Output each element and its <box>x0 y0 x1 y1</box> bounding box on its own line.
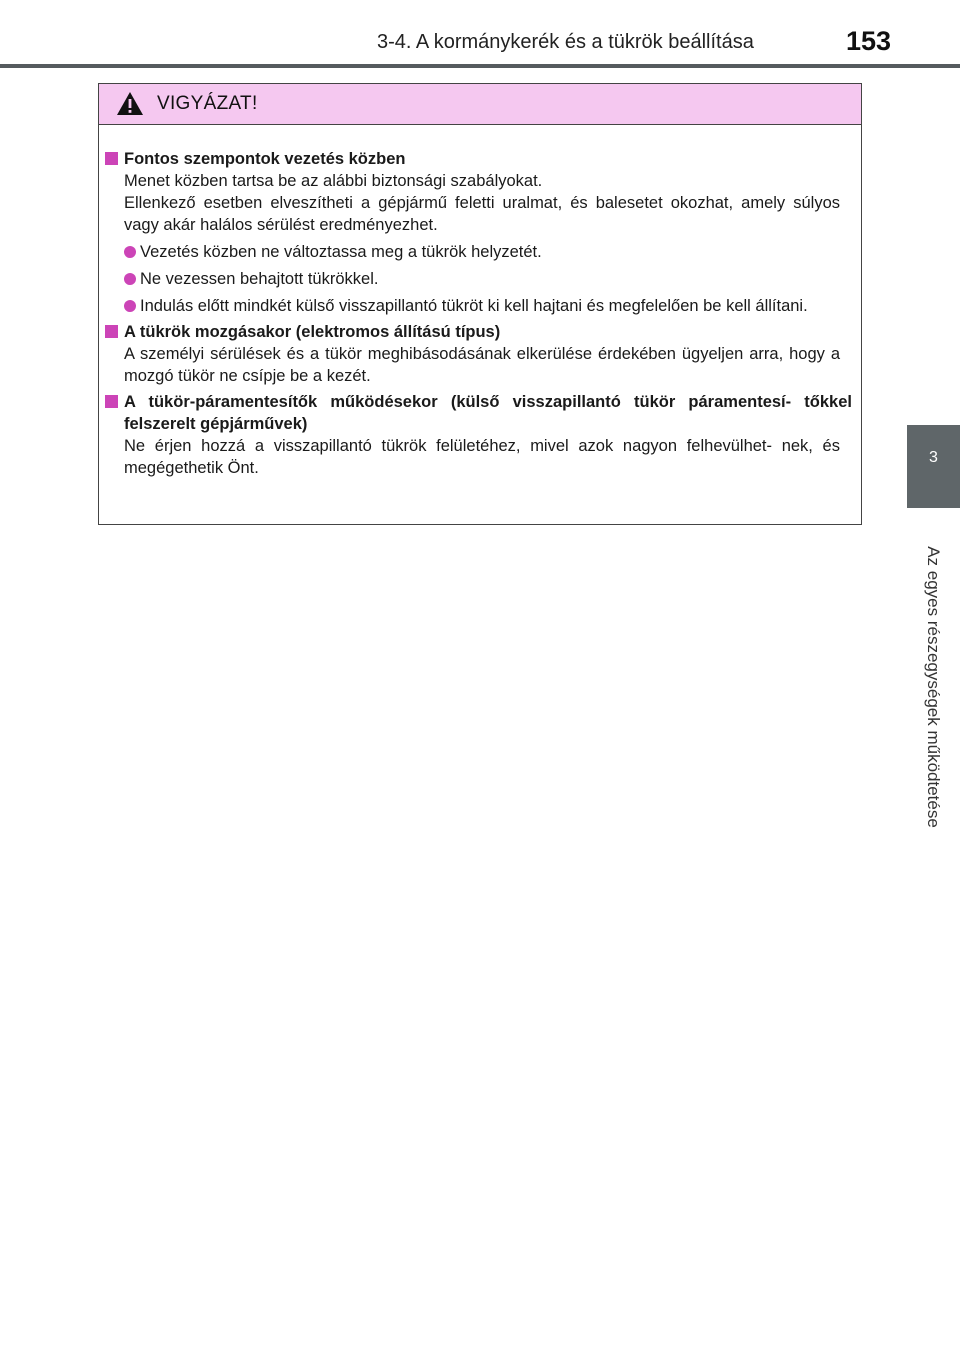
section-square-icon <box>105 395 118 408</box>
section-text: Ne érjen hozzá a visszapillantó tükrök felületéhez, mivel azok nagyon felhevülhet- nek, és megégethetik Önt. <box>124 437 840 477</box>
section-text: Menet közben tartsa be az alábbi biztonsági szabályokat. Ellenkező esetben elveszítheti a gépjármű feletti uralmat, és balesetet okozhat, amely súlyos vagy akár halálos sérülést eredményezhet. <box>124 172 840 234</box>
bullet-text: Ne vezessen behajtott tükrökkel. <box>140 270 379 288</box>
chapter-title: Az egyes részegységek működtetése <box>924 546 943 828</box>
section-heading <box>105 391 852 435</box>
section-heading <box>105 148 852 170</box>
chapter-number: 3 <box>929 449 938 466</box>
bullet-text: Indulás előtt mindkét külső visszapillantó tükröt ki kell hajtani és megfelelően be kell állítani. <box>140 297 808 315</box>
section-mirror-moving <box>105 321 852 387</box>
header-rule <box>0 64 960 68</box>
section-heading-text: A tükrök mozgásakor (elektromos állítású típus) <box>124 323 501 341</box>
section-driving <box>105 148 852 317</box>
chapter-tab[interactable] <box>907 425 960 508</box>
bullet-item <box>124 268 852 290</box>
warning-triangle-icon <box>116 91 144 116</box>
page-number: 153 <box>846 26 892 56</box>
bullet-item <box>124 241 852 263</box>
section-text: A személyi sérülések és a tükör meghibásodásának elkerülése érdekében ügyeljen arra, hogy a mozgó tükör ne csípje be a kezét. <box>124 345 840 385</box>
bullet-dot-icon <box>124 246 136 258</box>
bullet-dot-icon <box>124 273 136 285</box>
section-defogger <box>105 391 852 479</box>
section-square-icon <box>105 152 118 165</box>
section-heading-text: A tükör-páramentesítők működésekor (külső visszapillantó tükör páramentesí- tőkkel felszerelt gépjárművek) <box>124 393 852 433</box>
warning-header <box>99 84 861 125</box>
warning-body <box>99 125 861 479</box>
running-header: 3-4. A kormánykerék és a tükrök beállítása <box>377 31 754 53</box>
warning-title: VIGYÁZAT! <box>157 93 258 114</box>
bullet-text: Vezetés közben ne változtassa meg a tükrök helyzetét. <box>140 243 542 261</box>
section-heading <box>105 321 852 343</box>
bullet-item <box>124 295 852 317</box>
bullet-dot-icon <box>124 300 136 312</box>
section-square-icon <box>105 325 118 338</box>
warning-box <box>98 83 862 525</box>
section-heading-text: Fontos szempontok vezetés közben <box>124 150 406 168</box>
